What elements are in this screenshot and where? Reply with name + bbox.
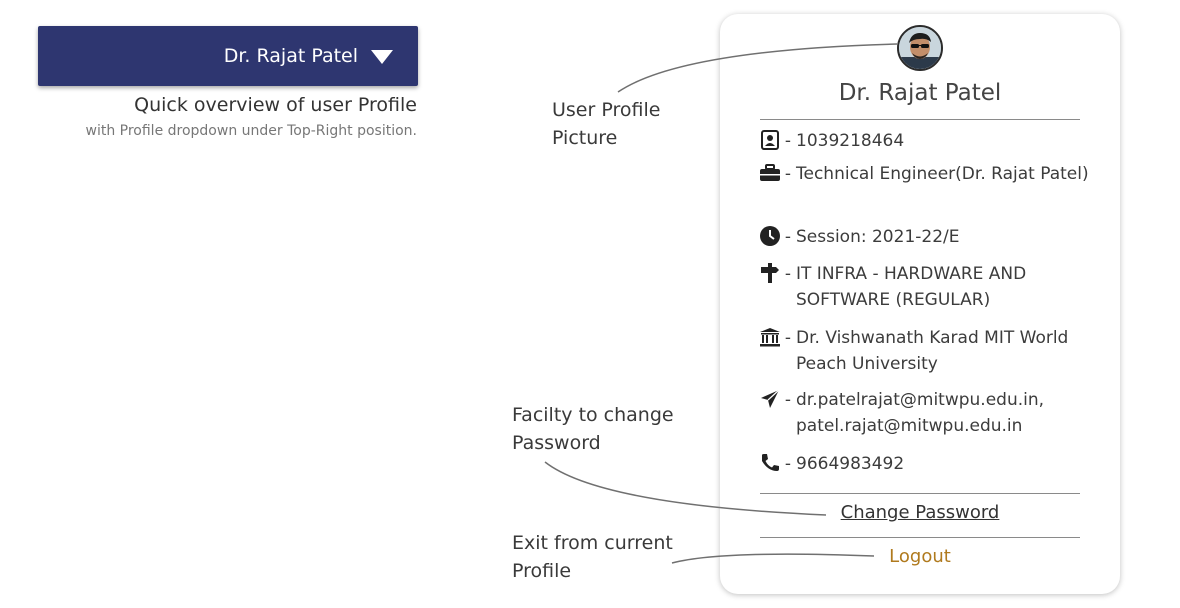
detail-row-session: - Session: 2021-22/E <box>760 224 1090 250</box>
divider <box>760 493 1080 494</box>
detail-row-institution: - Dr. Vishwanath Karad MIT World Peach University <box>760 325 1090 377</box>
annotation-change-password: Facilty to change Password <box>512 404 674 454</box>
id-card-icon <box>760 130 780 150</box>
annotation-profile-picture: User Profile Picture <box>552 99 661 149</box>
briefcase-icon <box>760 163 780 183</box>
profile-name: Dr. Rajat Patel <box>838 80 1002 106</box>
detail-row-designation: - Technical Engineer(Dr. Rajat Patel) <box>760 161 1090 187</box>
institution-icon <box>760 327 780 347</box>
divider <box>760 537 1080 538</box>
signpost-icon <box>760 263 780 283</box>
divider <box>760 119 1080 120</box>
caret-down-icon <box>370 48 394 64</box>
caption-subtitle: with Profile dropdown under Top-Right position. <box>85 123 417 139</box>
profile-card <box>720 14 1120 594</box>
detail-row-id: - 1039218464 <box>760 128 1090 154</box>
phone-icon <box>760 453 780 473</box>
logout-link[interactable]: Logout <box>889 546 951 567</box>
caption-title: Quick overview of user Profile <box>134 94 417 116</box>
detail-row-email: - dr.patelrajat@mitwpu.edu.in, patel.rajat@mitwpu.edu.in <box>760 387 1090 439</box>
detail-row-phone: - 9664983492 <box>760 451 1090 477</box>
paper-plane-icon <box>760 389 780 409</box>
change-password-link[interactable]: Change Password <box>840 502 1000 523</box>
annotation-exit-profile: Exit from current Profile <box>512 532 673 582</box>
profile-dropdown-button[interactable] <box>38 26 418 86</box>
detail-row-department: - IT INFRA - HARDWARE AND SOFTWARE (REGULAR) <box>760 261 1090 313</box>
clock-icon <box>760 226 780 246</box>
avatar[interactable] <box>897 25 943 71</box>
topbar-user-name: Dr. Rajat Patel <box>223 45 358 67</box>
